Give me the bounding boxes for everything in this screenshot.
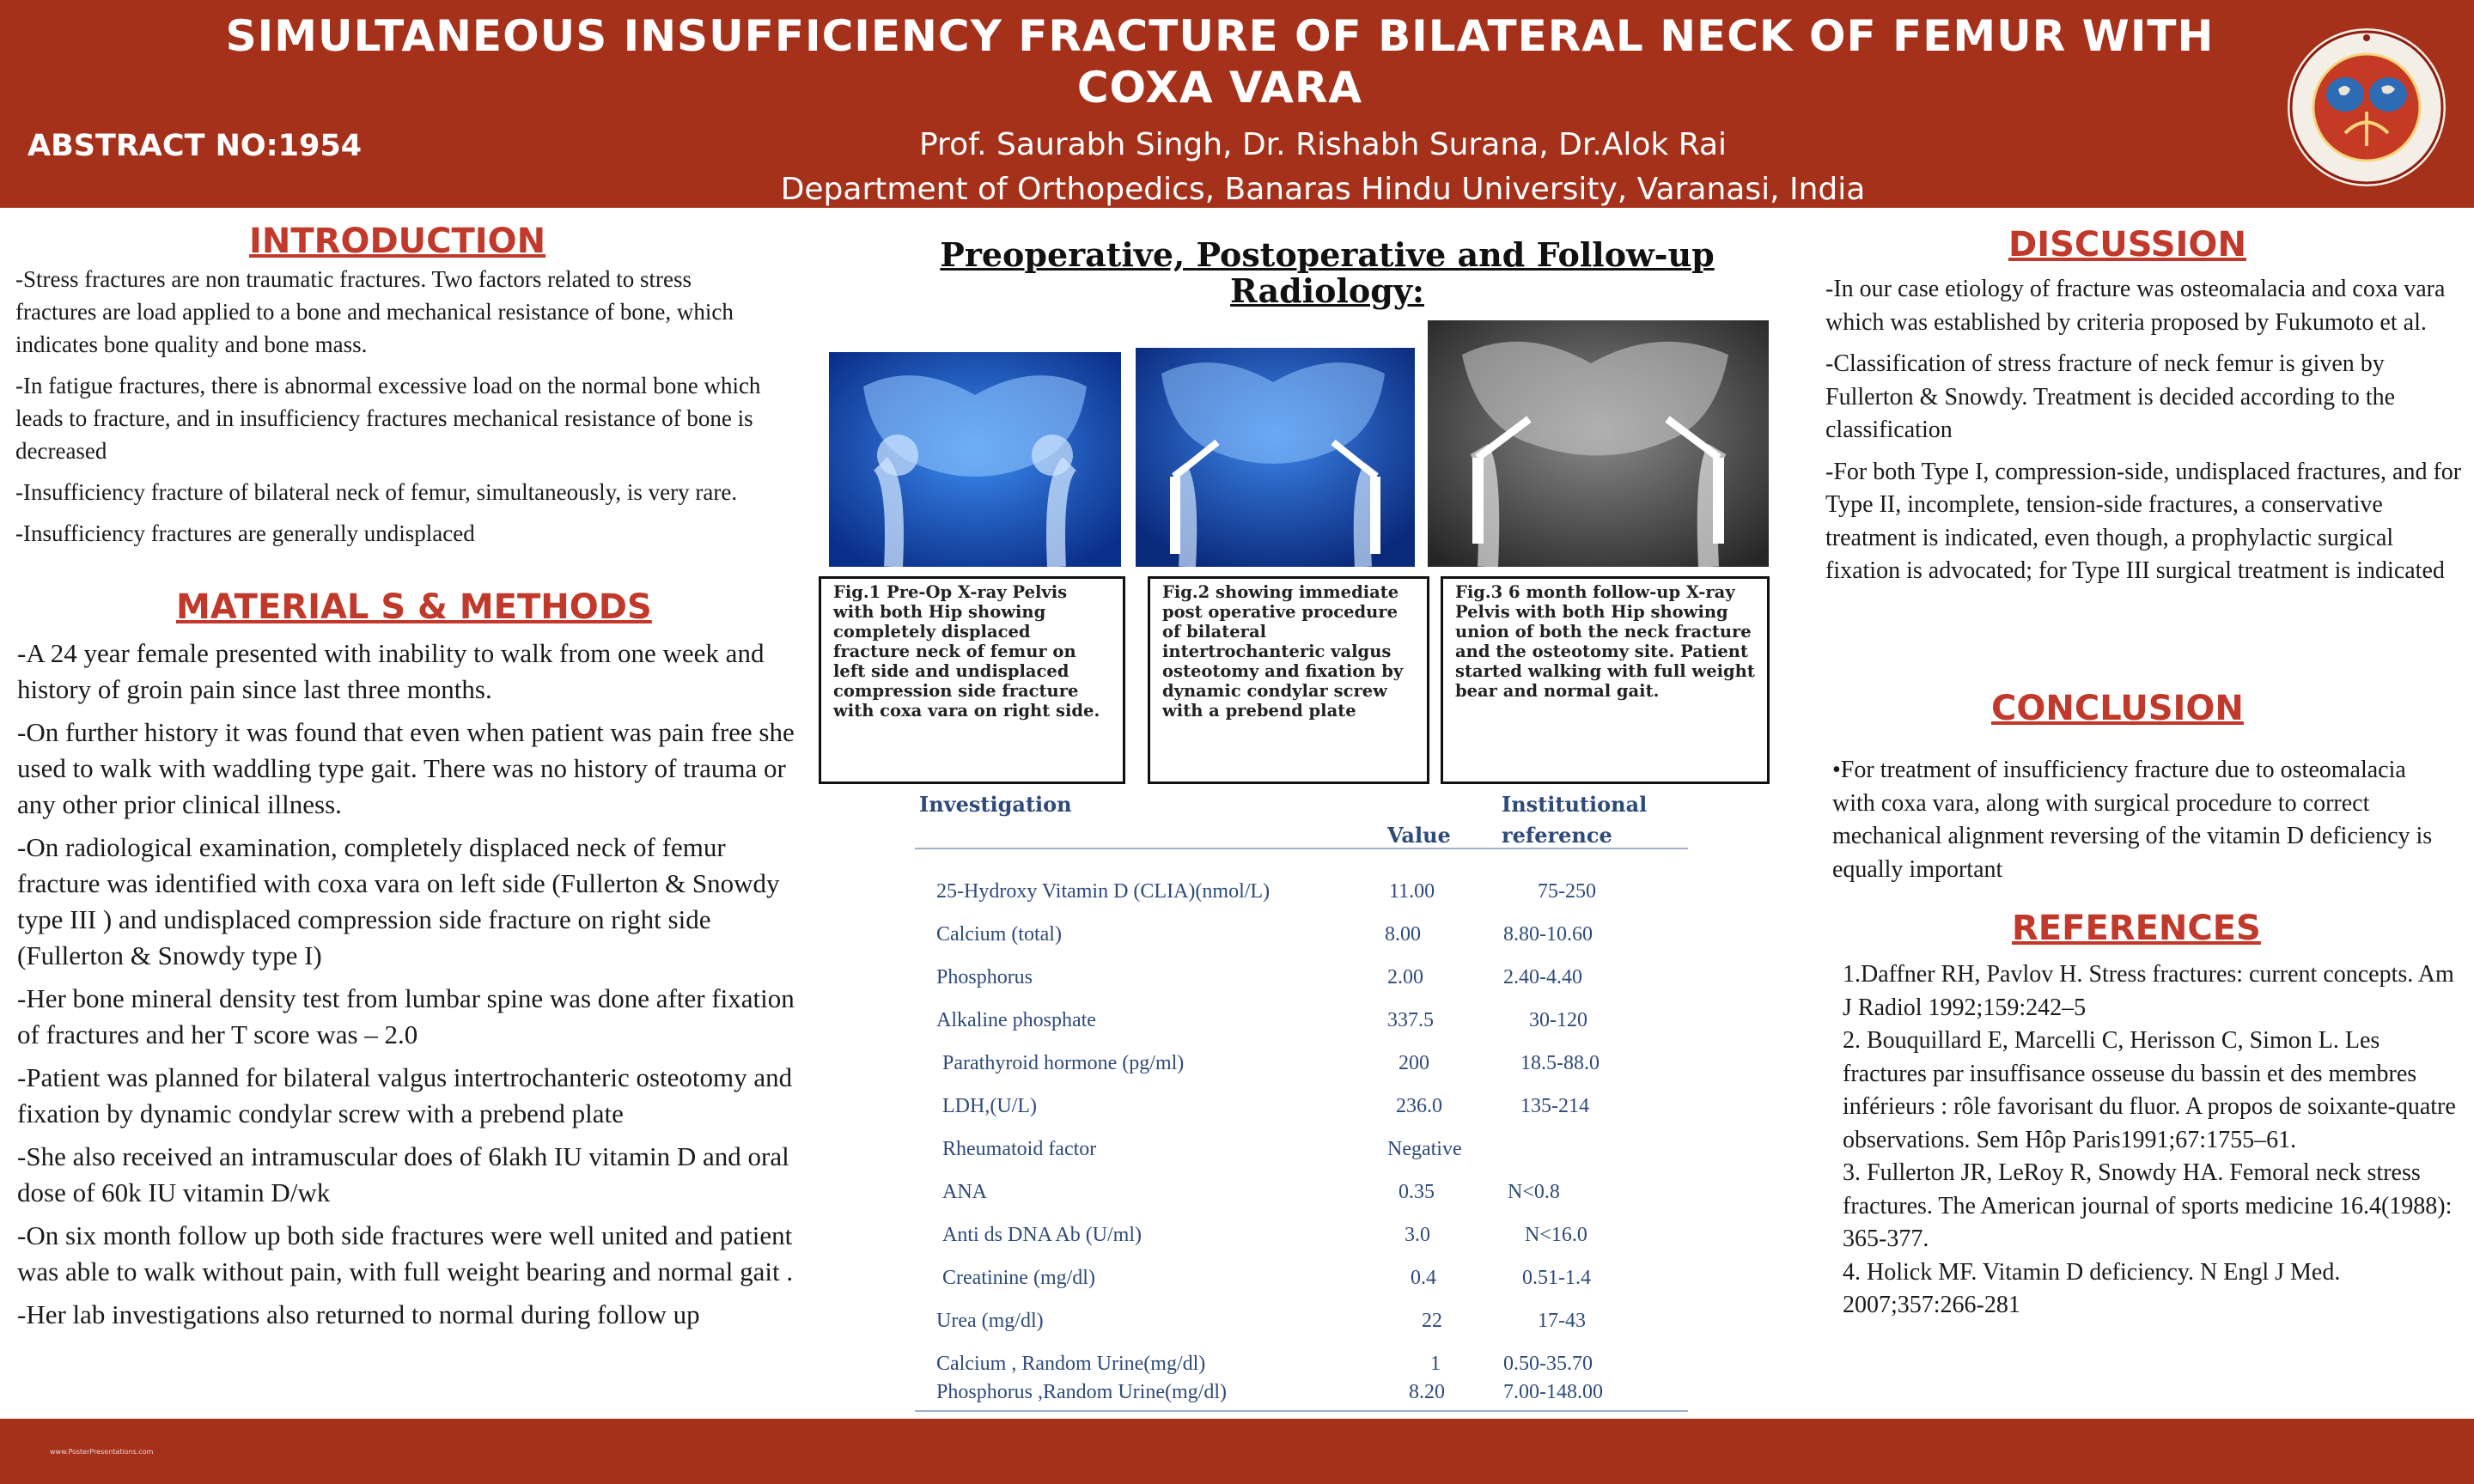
discussion-paragraph: -Classification of stress fracture of neck femur is given by Fullerton & Snowdy. Treatment is decided according to the classification xyxy=(1825,350,2396,443)
society-seal-logo xyxy=(2285,26,2448,189)
table-row xyxy=(915,1181,1688,1215)
methods-paragraph: -She also received an intramuscular does of 6lakh IU vitamin D and oral dose of 60k IU vitamin D/wk xyxy=(17,1141,789,1207)
intro-paragraph: -Stress fractures are non traumatic fractures. Two factors related to stress fractures are load applied to a bone and mechanical resistance of bone, which indicates bone quality and bone mass. xyxy=(15,266,734,357)
preop-xray-image xyxy=(829,352,1121,567)
conclusion-heading: CONCLUSION xyxy=(1991,689,2244,728)
table-header-reference: reference xyxy=(1502,823,1612,848)
intro-paragraph: -Insufficiency fractures are generally undisplaced xyxy=(15,520,475,546)
intro-paragraph: -In fatigue fractures, there is abnormal excessive load on the normal bone which leads to fracture, and in insufficiency fractures mechanical resistance of bone is decreased xyxy=(15,373,761,464)
discussion-body xyxy=(1825,273,2465,597)
lab-reference-range: 18.5-88.0 xyxy=(1520,1052,1600,1074)
reference-item: 3. Fullerton JR, LeRoy R, Snowdy HA. Femoral neck stress fractures. The American journal of sports medicine 16.4(1988): 365-377. xyxy=(1843,1159,2453,1252)
reference-item: 4. Holick MF. Vitamin D deficiency. N Engl J Med. 2007;357:266-281 xyxy=(1843,1258,2341,1318)
lab-reference-range: 0.51-1.4 xyxy=(1522,1267,1591,1289)
lab-test-name: Phosphorus ,Random Urine(mg/dl) xyxy=(936,1381,1227,1403)
table-row xyxy=(915,923,1688,958)
lab-reference-range: 75-250 xyxy=(1538,880,1596,903)
lab-test-name: LDH,(U/L) xyxy=(942,1095,1037,1117)
lab-reference-range: N<16.0 xyxy=(1525,1224,1587,1246)
footer-credit: www.PosterPresentations.com xyxy=(50,1448,154,1456)
methods-paragraph: -On six month follow up both side fractures were well united and patient was able to walk without pain, with full weight bearing and normal gait . xyxy=(17,1220,794,1286)
methods-paragraph: -Her bone mineral density test from lumbar spine was done after fixation of fractures and her T score was – 2.0 xyxy=(17,983,795,1049)
table-row xyxy=(915,1138,1688,1172)
lab-test-name: Phosphorus xyxy=(936,966,1033,988)
lab-reference-range: 0.50-35.70 xyxy=(1503,1353,1593,1375)
table-row xyxy=(915,1267,1688,1301)
lab-test-name: Creatinine (mg/dl) xyxy=(942,1267,1095,1289)
lab-value: 3.0 xyxy=(1405,1224,1430,1246)
figure-1-caption: Fig.1 Pre-Op X-ray Pelvis with both Hip showing completely displaced fracture neck of femur on left side and undisplaced compression side fracture with coxa vara on right side. xyxy=(819,576,1125,784)
intro-paragraph: -Insufficiency fracture of bilateral neck of femur, simultaneously, is very rare. xyxy=(15,479,738,505)
lab-investigations-table xyxy=(915,786,1688,1421)
discussion-paragraph: -In our case etiology of fracture was osteomalacia and coxa vara which was established by criteria proposed by Fukumoto et al. xyxy=(1825,276,2446,336)
figure-2-caption: Fig.2 showing immediate post operative procedure of bilateral intertrochanteric valgus osteotomy and fixation by dynamic condylar screw with a prebend plate xyxy=(1148,576,1429,784)
table-row xyxy=(915,966,1688,1000)
conclusion-text: •For treatment of insufficiency fracture due to osteomalacia with coxa vara, along with surgical procedure to correct mechanical alignment reversing of the vitamin D deficiency is equally important xyxy=(1832,757,2433,883)
footer-banner xyxy=(0,1419,2474,1484)
abstract-number: ABSTRACT NO:1954 xyxy=(27,129,363,163)
lab-test-name: Calcium (total) xyxy=(936,923,1062,946)
figures-heading: Preoperative, Postoperative and Follow-up Radiology: xyxy=(940,235,1715,310)
introduction-heading: INTRODUCTION xyxy=(249,222,546,261)
lab-test-name: ANA xyxy=(942,1181,987,1203)
table-row xyxy=(915,1310,1688,1344)
lab-value: 2.00 xyxy=(1387,966,1423,988)
lab-value: 8.00 xyxy=(1385,923,1421,946)
table-header-investigation: Investigation xyxy=(919,792,1072,817)
poster-title: SIMULTANEOUS INSUFFICIENCY FRACTURE OF BILATERAL NECK OF FEMUR WITH COXA VARA xyxy=(225,11,2215,113)
table-header-reference: Institutional xyxy=(1502,792,1648,817)
table-row xyxy=(915,1224,1688,1258)
lab-value: 22 xyxy=(1422,1310,1442,1332)
lab-reference-range: N<0.8 xyxy=(1508,1181,1560,1203)
lab-value: 8.20 xyxy=(1409,1381,1445,1403)
lab-test-name: 25-Hydroxy Vitamin D (CLIA)(nmol/L) xyxy=(936,880,1271,903)
lab-test-name: Parathyroid hormone (pg/ml) xyxy=(942,1052,1185,1074)
references-heading: REFERENCES xyxy=(2012,909,2261,948)
postop-xray-image xyxy=(1136,348,1415,567)
discussion-heading: DISCUSSION xyxy=(2008,225,2246,265)
methods-paragraph: -Her lab investigations also returned to normal during follow up xyxy=(17,1299,700,1329)
lab-value: 337.5 xyxy=(1387,1009,1434,1031)
methods-paragraph: -On radiological examination, completely displaced neck of femur fracture was identified with coxa vara on left side (Fullerton & Snowdy type III ) and undisplaced compression side fracture on right side (Fullerton & Snowdy type I) xyxy=(17,832,780,970)
references-list xyxy=(1843,958,2465,1323)
methods-body xyxy=(17,636,799,1340)
lab-value: 0.4 xyxy=(1411,1267,1436,1289)
methods-paragraph: -Patient was planned for bilateral valgus intertrochanteric osteotomy and fixation by dynamic condylar screw with a prebend plate xyxy=(17,1062,793,1128)
lab-test-name: Anti ds DNA Ab (U/ml) xyxy=(942,1224,1143,1246)
lab-reference-range: 135-214 xyxy=(1520,1095,1589,1117)
figure-3-caption: Fig.3 6 month follow-up X-ray Pelvis with both Hip showing union of both the neck fracture and the osteotomy site. Patient started walking with full weight bear and normal gait. xyxy=(1441,576,1770,784)
table-row xyxy=(915,1095,1688,1129)
lab-reference-range: 17-43 xyxy=(1538,1310,1586,1332)
table-header-value: Value xyxy=(1387,823,1451,848)
methods-paragraph: -On further history it was found that even when patient was pain free she used to walk with waddling type gait. There was no history of trauma or any other prior clinical illness. xyxy=(17,717,795,819)
methods-paragraph: -A 24 year female presented with inability to walk from one week and history of groin pain since last three months. xyxy=(17,638,765,704)
lab-test-name: Alkaline phosphate xyxy=(936,1009,1096,1031)
lab-reference-range: 8.80-10.60 xyxy=(1503,923,1593,946)
table-rule xyxy=(915,848,1688,849)
table-row xyxy=(915,1009,1688,1043)
lab-reference-range: 7.00-148.00 xyxy=(1503,1381,1603,1403)
lab-test-name: Calcium , Random Urine(mg/dl) xyxy=(936,1353,1206,1375)
authors: Prof. Saurabh Singh, Dr. Rishabh Surana, Dr.Alok Rai xyxy=(918,127,1728,162)
lab-test-name: Urea (mg/dl) xyxy=(936,1310,1044,1332)
lab-value: 0.35 xyxy=(1398,1181,1435,1203)
table-row xyxy=(915,880,1688,915)
table-row xyxy=(915,1052,1688,1086)
lab-value: 1 xyxy=(1430,1353,1441,1375)
table-rule xyxy=(915,1410,1688,1412)
lab-value: 11.00 xyxy=(1389,880,1435,903)
reference-item: 2. Bouquillard E, Marcelli C, Herisson C, Simon L. Les fractures par insuffisance osseuse du bassin et des membres inférieurs : rôle favorisant du fluor. A propos de soixante-quatre observations. Sem Hôp Paris1991;67:1755–61. xyxy=(1843,1027,2456,1153)
lab-test-name: Rheumatoid factor xyxy=(942,1138,1097,1160)
discussion-paragraph: -For both Type I, compression-side, undisplaced fractures, and for Type II, incomplete, tension-side fractures, a conservative treatment is indicated, even though, a prophylactic surgical fixation is advocated; for Type III surgical treatment is indicated xyxy=(1825,458,2462,584)
followup-xray-image xyxy=(1428,320,1769,567)
methods-heading: MATERIAL S & METHODS xyxy=(176,587,652,627)
lab-value: 200 xyxy=(1398,1052,1429,1074)
lab-value: 236.0 xyxy=(1396,1095,1442,1117)
lab-reference-range: 30-120 xyxy=(1529,1009,1587,1031)
lab-value: Negative xyxy=(1387,1138,1462,1160)
introduction-body xyxy=(15,263,771,558)
reference-item: 1.Daffner RH, Pavlov H. Stress fractures: current concepts. Am J Radiol 1992;159:242–5 xyxy=(1843,961,2454,1021)
lab-reference-range: 2.40-4.40 xyxy=(1503,966,1582,988)
department: Department of Orthopedics, Banaras Hindu University, Varanasi, India xyxy=(780,172,1866,207)
